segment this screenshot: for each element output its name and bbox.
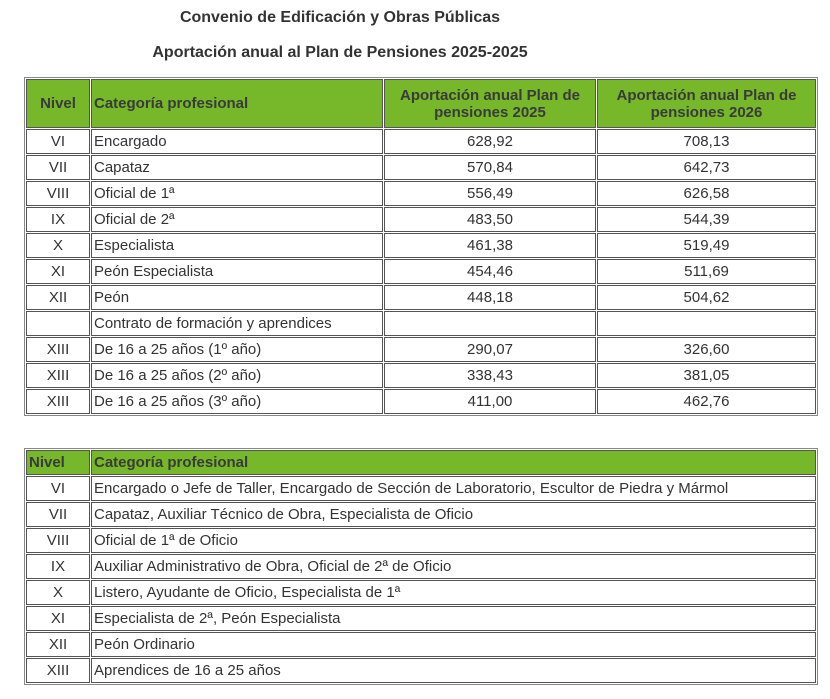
table-cell: XII xyxy=(26,632,90,657)
table-cell: 628,92 xyxy=(384,129,596,154)
table-cell: Capataz xyxy=(91,155,383,180)
table-row xyxy=(26,580,816,605)
table-row xyxy=(26,285,816,310)
table-cell: 544,39 xyxy=(597,207,816,232)
table-cell xyxy=(26,311,90,336)
table-cell: 570,84 xyxy=(384,155,596,180)
category-table xyxy=(24,448,818,685)
table-cell: Oficial de 2ª xyxy=(91,207,383,232)
table-cell: VII xyxy=(26,502,90,527)
table-cell: Oficial de 1ª xyxy=(91,181,383,206)
table-row xyxy=(26,658,816,683)
table-row xyxy=(26,476,816,501)
table-cell: Contrato de formación y aprendices xyxy=(91,311,383,336)
table-cell: Listero, Ayudante de Oficio, Especialista de 1ª xyxy=(91,580,816,605)
pension-contribution-table xyxy=(24,77,818,416)
table-row xyxy=(26,528,816,553)
table-cell: X xyxy=(26,233,90,258)
table-cell: XIII xyxy=(26,389,90,414)
table-cell: IX xyxy=(26,207,90,232)
table-row xyxy=(26,606,816,631)
table-cell xyxy=(384,311,596,336)
table-cell: Capataz, Auxiliar Técnico de Obra, Especialista de Oficio xyxy=(91,502,816,527)
table-cell: 338,43 xyxy=(384,363,596,388)
table-row xyxy=(26,155,816,180)
table-row xyxy=(26,207,816,232)
table-cell: 708,13 xyxy=(597,129,816,154)
header-2026: Aportación anual Plan de pensiones 2026 xyxy=(597,79,816,128)
table-cell: Peón Especialista xyxy=(91,259,383,284)
table-cell: XIII xyxy=(26,363,90,388)
table-cell: 290,07 xyxy=(384,337,596,362)
table-row xyxy=(26,389,816,414)
header-categoria: Categoría profesional xyxy=(91,79,383,128)
table-row xyxy=(26,311,816,336)
table-cell: XI xyxy=(26,259,90,284)
table-cell: 626,58 xyxy=(597,181,816,206)
table-row xyxy=(26,632,816,657)
table-cell: XIII xyxy=(26,337,90,362)
header-nivel: Nivel xyxy=(26,79,90,128)
table-row xyxy=(26,502,816,527)
table-cell: XII xyxy=(26,285,90,310)
table-cell: VI xyxy=(26,129,90,154)
table-cell: Encargado xyxy=(91,129,383,154)
header-2025: Aportación anual Plan de pensiones 2025 xyxy=(384,79,596,128)
table-cell: Encargado o Jefe de Taller, Encargado de Sección de Laboratorio, Escultor de Piedra y Mármol xyxy=(91,476,816,501)
table-cell: Peón xyxy=(91,285,383,310)
table-cell: Especialista xyxy=(91,233,383,258)
table-cell: VIII xyxy=(26,181,90,206)
table-row xyxy=(26,259,816,284)
table-cell: 448,18 xyxy=(384,285,596,310)
table-cell: VI xyxy=(26,476,90,501)
table-cell: 483,50 xyxy=(384,207,596,232)
table-cell: 411,00 xyxy=(384,389,596,414)
table-cell: 454,46 xyxy=(384,259,596,284)
table-row xyxy=(26,233,816,258)
header-categoria: Categoría profesional xyxy=(91,450,816,475)
table-cell: 461,38 xyxy=(384,233,596,258)
table-cell: XI xyxy=(26,606,90,631)
table-cell xyxy=(597,311,816,336)
table-row xyxy=(26,129,816,154)
table-cell: 326,60 xyxy=(597,337,816,362)
table-cell: De 16 a 25 años (1º año) xyxy=(91,337,383,362)
table-cell: XIII xyxy=(26,658,90,683)
table-cell: Auxiliar Administrativo de Obra, Oficial de 2ª de Oficio xyxy=(91,554,816,579)
table-row xyxy=(26,337,816,362)
table-cell: Especialista de 2ª, Peón Especialista xyxy=(91,606,816,631)
document-title: Convenio de Edificación y Obras Públicas xyxy=(179,9,501,26)
table-cell: 519,49 xyxy=(597,233,816,258)
table-cell: VII xyxy=(26,155,90,180)
table-cell: 511,69 xyxy=(597,259,816,284)
table-cell: 642,73 xyxy=(597,155,816,180)
header-nivel: Nivel xyxy=(26,450,90,475)
table-cell: VIII xyxy=(26,528,90,553)
table-cell: IX xyxy=(26,554,90,579)
table-cell: Peón Ordinario xyxy=(91,632,816,657)
table-cell: Aprendices de 16 a 25 años xyxy=(91,658,816,683)
table-row xyxy=(26,181,816,206)
table-cell: Oficial de 1ª de Oficio xyxy=(91,528,816,553)
table-cell: De 16 a 25 años (3º año) xyxy=(91,389,383,414)
table-cell: 462,76 xyxy=(597,389,816,414)
table-cell: 504,62 xyxy=(597,285,816,310)
table-cell: 381,05 xyxy=(597,363,816,388)
document-subtitle: Aportación anual al Plan de Pensiones 2025-2025 xyxy=(152,44,528,61)
table-row xyxy=(26,554,816,579)
table-cell: 556,49 xyxy=(384,181,596,206)
table-row xyxy=(26,363,816,388)
table-cell: De 16 a 25 años (2º año) xyxy=(91,363,383,388)
table-cell: X xyxy=(26,580,90,605)
